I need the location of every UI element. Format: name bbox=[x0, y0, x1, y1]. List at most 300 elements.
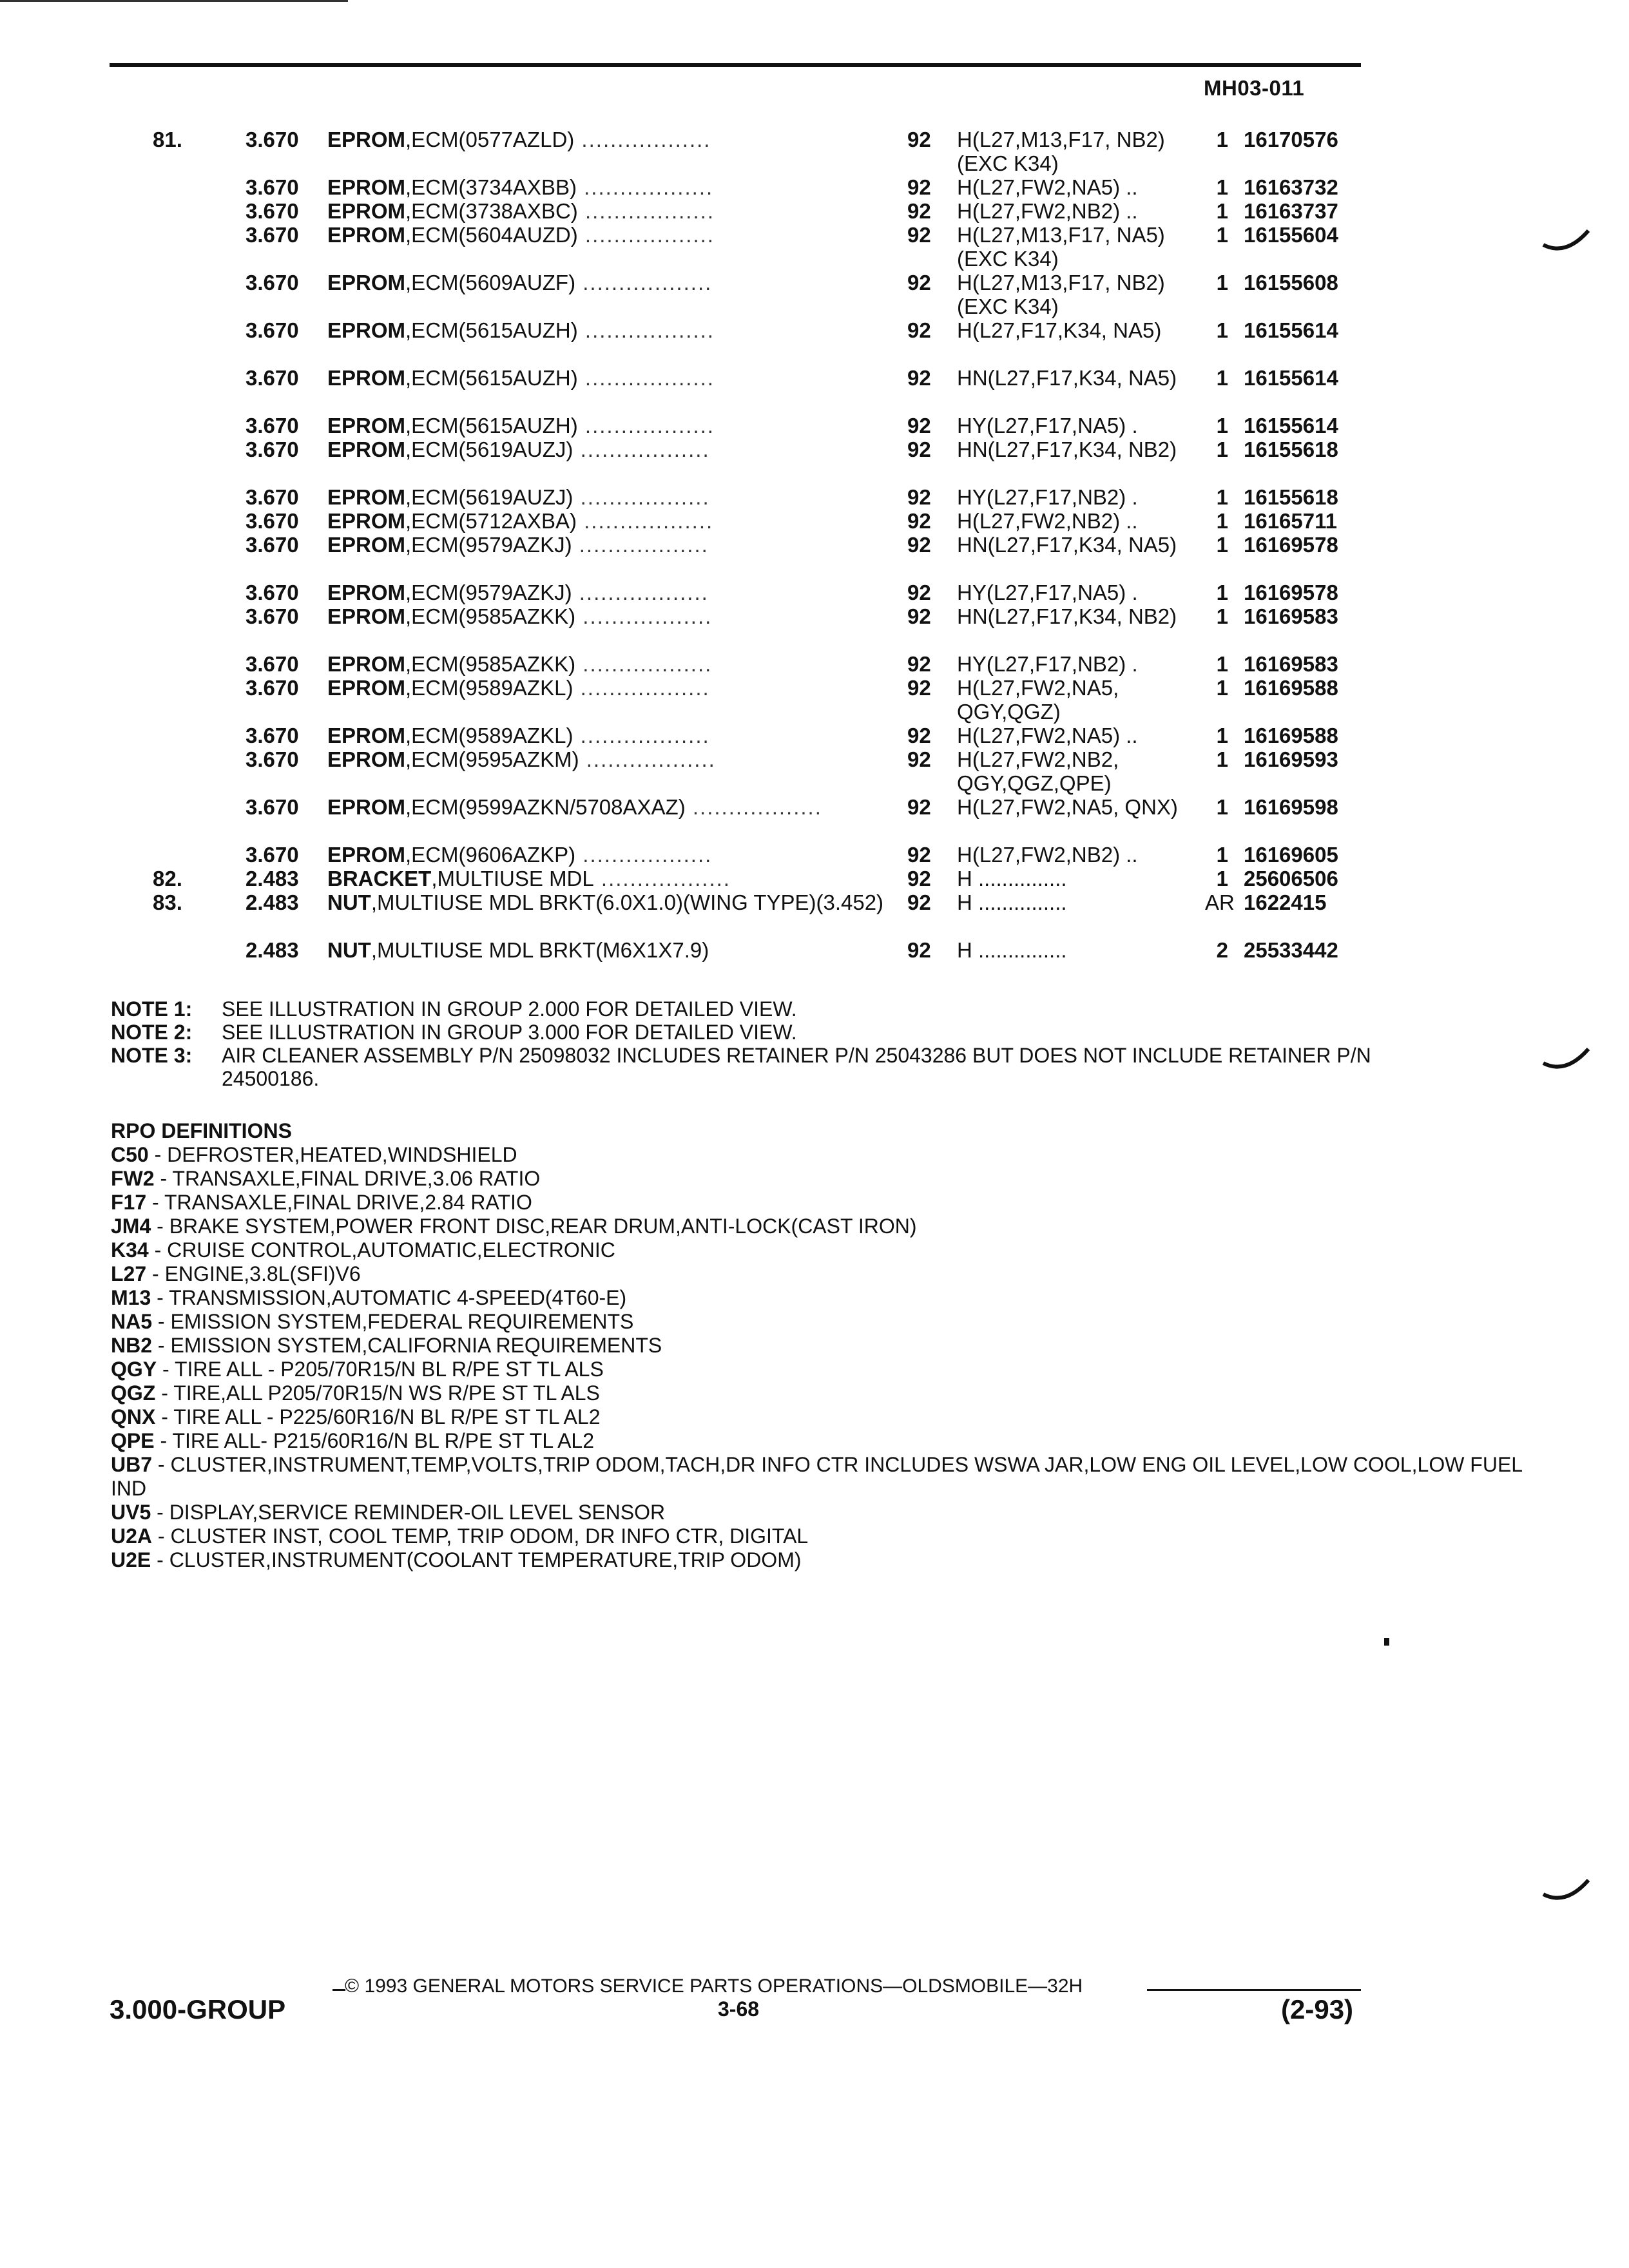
part-number: 16169578 bbox=[1244, 533, 1338, 557]
model-year: 92 bbox=[907, 843, 931, 867]
part-name: EPROM bbox=[327, 485, 406, 509]
part-detail: ,ECM(5712AXBA) bbox=[405, 509, 577, 533]
group-number: 3.670 bbox=[246, 604, 299, 628]
usage-code: HY(L27,F17,NB2) . bbox=[957, 652, 1138, 676]
part-description bbox=[327, 199, 875, 223]
part-number: 16163737 bbox=[1244, 199, 1338, 223]
part-description bbox=[327, 676, 875, 700]
rpo-separator: - bbox=[157, 1358, 175, 1381]
rpo-item bbox=[111, 1262, 1528, 1286]
rpo-text: DEFROSTER,HEATED,WINDSHIELD bbox=[167, 1143, 517, 1166]
rpo-code: U2E bbox=[111, 1548, 151, 1571]
parts-table bbox=[0, 128, 1629, 962]
part-number: 16169583 bbox=[1244, 604, 1338, 628]
table-row bbox=[0, 437, 1629, 485]
quantity: 1 bbox=[1216, 271, 1228, 294]
model-year: 92 bbox=[907, 175, 931, 199]
rpo-code: U2A bbox=[111, 1524, 153, 1548]
usage-code: H(L27,FW2,NA5, QGY,QGZ) bbox=[957, 676, 1119, 724]
punch-mark-2 bbox=[1540, 1044, 1592, 1076]
leader-dots: .................. bbox=[575, 843, 713, 867]
rpo-text: TIRE ALL - P205/70R15/N BL R/PE ST TL ALS bbox=[174, 1358, 604, 1381]
quantity: 1 bbox=[1216, 676, 1228, 700]
usage-code: H ............... bbox=[957, 938, 1067, 962]
rpo-code: QNX bbox=[111, 1405, 156, 1428]
leader-dots: .................. bbox=[572, 533, 709, 557]
part-name: NUT bbox=[327, 890, 371, 914]
note-label: NOTE 3: bbox=[111, 1044, 193, 1067]
table-row bbox=[0, 199, 1629, 223]
part-description bbox=[327, 223, 875, 247]
leader-dots: .................. bbox=[574, 128, 711, 151]
quantity: 1 bbox=[1216, 318, 1228, 342]
quantity: 1 bbox=[1216, 128, 1228, 151]
part-detail: ,ECM(9579AZKJ) bbox=[405, 581, 572, 604]
footer-rule-right bbox=[1147, 1989, 1361, 1991]
table-row bbox=[0, 533, 1629, 581]
group-number: 3.670 bbox=[246, 843, 299, 867]
item-number: 81. bbox=[153, 128, 182, 151]
part-number: 16163732 bbox=[1244, 175, 1338, 199]
rpo-separator: - bbox=[148, 1238, 168, 1262]
rpo-item bbox=[111, 1286, 1528, 1310]
rpo-text: CLUSTER,INSTRUMENT,TEMP,VOLTS,TRIP ODOM,TACH,DR INFO CTR INCLUDES WSWA JAR,LOW ENG OIL LEVEL,LOW COOL,LOW FUEL IND bbox=[111, 1453, 1522, 1500]
rpo-separator: - bbox=[152, 1334, 171, 1357]
quantity: 1 bbox=[1216, 843, 1228, 867]
rpo-code: QGZ bbox=[111, 1381, 156, 1405]
part-name: BRACKET bbox=[327, 867, 432, 890]
model-year: 92 bbox=[907, 795, 931, 819]
part-description bbox=[327, 437, 875, 461]
rpo-item bbox=[111, 1238, 1528, 1262]
part-description bbox=[327, 867, 875, 890]
rpo-code: C50 bbox=[111, 1143, 149, 1166]
rpo-text: DISPLAY,SERVICE REMINDER-OIL LEVEL SENSOR bbox=[169, 1501, 666, 1524]
quantity: 1 bbox=[1216, 509, 1228, 533]
rpo-item bbox=[111, 1548, 1528, 1572]
leader-dots: .................. bbox=[573, 724, 710, 747]
rpo-text: CLUSTER,INSTRUMENT(COOLANT TEMPERATURE,TRIP ODOM) bbox=[169, 1548, 802, 1571]
footer-rule-left bbox=[333, 1989, 345, 1991]
rpo-text: EMISSION SYSTEM,FEDERAL REQUIREMENTS bbox=[170, 1310, 634, 1333]
part-number: 16155608 bbox=[1244, 271, 1338, 294]
note bbox=[111, 997, 1528, 1021]
leader-dots: .................. bbox=[572, 581, 709, 604]
usage-code: H(L27,FW2,NB2) .. bbox=[957, 509, 1138, 533]
quantity: 1 bbox=[1216, 747, 1228, 771]
usage-code: H(L27,FW2,NA5) .. bbox=[957, 724, 1138, 747]
quantity: 1 bbox=[1216, 604, 1228, 628]
group-number: 3.670 bbox=[246, 128, 299, 151]
group-number: 2.483 bbox=[246, 938, 299, 962]
leader-dots: .................. bbox=[576, 509, 714, 533]
usage-code: HN(L27,F17,K34, NA5) bbox=[957, 366, 1177, 390]
part-number: 16169583 bbox=[1244, 652, 1338, 676]
part-name: EPROM bbox=[327, 747, 406, 771]
part-name: EPROM bbox=[327, 795, 406, 819]
rpo-code: QGY bbox=[111, 1358, 157, 1381]
group-number: 3.670 bbox=[246, 271, 299, 294]
usage-code: H(L27,FW2,NB2) .. bbox=[957, 199, 1138, 223]
part-description bbox=[327, 724, 875, 747]
rpo-item bbox=[111, 1310, 1528, 1334]
part-detail: ,ECM(9585AZKK) bbox=[405, 604, 576, 628]
rpo-item bbox=[111, 1143, 1528, 1167]
part-name: EPROM bbox=[327, 271, 406, 294]
part-number: 1622415 bbox=[1244, 890, 1327, 914]
part-detail: ,ECM(5619AUZJ) bbox=[405, 485, 574, 509]
note-text: SEE ILLUSTRATION IN GROUP 3.000 FOR DETAILED VIEW. bbox=[222, 1021, 797, 1044]
part-name: EPROM bbox=[327, 533, 406, 557]
table-row bbox=[0, 485, 1629, 509]
part-name: EPROM bbox=[327, 366, 406, 390]
notes-section bbox=[111, 997, 1528, 1090]
rpo-item bbox=[111, 1358, 1528, 1381]
usage-code: H(L27,FW2,NB2) .. bbox=[957, 843, 1138, 867]
part-number: 16169578 bbox=[1244, 581, 1338, 604]
part-number: 16155618 bbox=[1244, 437, 1338, 461]
usage-code: HY(L27,F17,NA5) . bbox=[957, 414, 1138, 437]
group-number: 3.670 bbox=[246, 652, 299, 676]
group-number: 2.483 bbox=[246, 890, 299, 914]
rpo-item bbox=[111, 1381, 1528, 1405]
rpo-text: BRAKE SYSTEM,POWER FRONT DISC,REAR DRUM,ANTI-LOCK(CAST IRON) bbox=[169, 1215, 917, 1238]
part-detail: ,ECM(9599AZKN/5708AXAZ) bbox=[405, 795, 686, 819]
rpo-item bbox=[111, 1405, 1528, 1429]
part-detail: ,ECM(5604AUZD) bbox=[405, 223, 578, 247]
quantity: 1 bbox=[1216, 581, 1228, 604]
model-year: 92 bbox=[907, 938, 931, 962]
rpo-code: NA5 bbox=[111, 1310, 153, 1333]
quantity: AR bbox=[1205, 890, 1235, 914]
part-number: 16155614 bbox=[1244, 366, 1338, 390]
group-number: 3.670 bbox=[246, 414, 299, 437]
rpo-separator: - bbox=[154, 1429, 173, 1452]
table-row bbox=[0, 867, 1629, 890]
model-year: 92 bbox=[907, 581, 931, 604]
part-description bbox=[327, 652, 875, 676]
rpo-text: CRUISE CONTROL,AUTOMATIC,ELECTRONIC bbox=[167, 1238, 615, 1262]
part-detail: ,ECM(9589AZKL) bbox=[405, 724, 574, 747]
quantity: 1 bbox=[1216, 485, 1228, 509]
usage-code: H(L27,M13,F17, NB2)(EXC K34) bbox=[957, 271, 1165, 318]
rpo-text: TIRE ALL - P225/60R16/N BL R/PE ST TL AL2 bbox=[173, 1405, 601, 1428]
leader-dots: .................. bbox=[593, 867, 731, 890]
leader-dots: .................. bbox=[577, 318, 715, 342]
document-id: MH03-011 bbox=[1204, 76, 1305, 100]
group-number: 3.670 bbox=[246, 509, 299, 533]
usage-code: HN(L27,F17,K34, NB2) bbox=[957, 604, 1177, 628]
group-number: 3.670 bbox=[246, 199, 299, 223]
rpo-code: L27 bbox=[111, 1262, 147, 1285]
model-year: 92 bbox=[907, 676, 931, 700]
rpo-text: CLUSTER INST, COOL TEMP, TRIP ODOM, DR INFO CTR, DIGITAL bbox=[170, 1524, 809, 1548]
group-number: 3.670 bbox=[246, 223, 299, 247]
leader-dots: .................. bbox=[685, 795, 822, 819]
part-description bbox=[327, 533, 875, 557]
part-number: 16155604 bbox=[1244, 223, 1338, 247]
table-row bbox=[0, 175, 1629, 199]
part-description bbox=[327, 509, 875, 533]
rpo-code: F17 bbox=[111, 1191, 147, 1214]
part-detail: ,ECM(9585AZKK) bbox=[405, 652, 576, 676]
part-name: EPROM bbox=[327, 676, 406, 700]
part-number: 16169593 bbox=[1244, 747, 1338, 771]
table-row bbox=[0, 747, 1629, 795]
rpo-separator: - bbox=[151, 1286, 169, 1309]
part-description bbox=[327, 318, 875, 342]
part-description bbox=[327, 128, 875, 151]
rpo-separator: - bbox=[146, 1191, 164, 1214]
rpo-code: FW2 bbox=[111, 1167, 155, 1190]
rpo-separator: - bbox=[151, 1548, 169, 1571]
rpo-text: ENGINE,3.8L(SFI)V6 bbox=[164, 1262, 361, 1285]
table-row bbox=[0, 414, 1629, 437]
rpo-item bbox=[111, 1191, 1528, 1215]
part-description bbox=[327, 795, 875, 819]
leader-dots: .................. bbox=[577, 366, 715, 390]
usage-code: HY(L27,F17,NB2) . bbox=[957, 485, 1138, 509]
part-name: EPROM bbox=[327, 724, 406, 747]
part-description bbox=[327, 843, 875, 867]
scan-edge-line bbox=[0, 0, 348, 2]
part-name: EPROM bbox=[327, 199, 406, 223]
rpo-item bbox=[111, 1215, 1528, 1238]
quantity: 1 bbox=[1216, 414, 1228, 437]
usage-code: H(L27,FW2,NA5) .. bbox=[957, 175, 1138, 199]
part-name: EPROM bbox=[327, 318, 406, 342]
model-year: 92 bbox=[907, 604, 931, 628]
part-detail: ,ECM(9579AZKJ) bbox=[405, 533, 572, 557]
punch-mark-1 bbox=[1540, 226, 1592, 258]
rpo-separator: - bbox=[152, 1310, 171, 1333]
usage-code: H(L27,M13,F17, NA5)(EXC K34) bbox=[957, 223, 1165, 271]
group-number: 3.670 bbox=[246, 175, 299, 199]
group-number: 3.670 bbox=[246, 318, 299, 342]
note-text: AIR CLEANER ASSEMBLY P/N 25098032 INCLUDES RETAINER P/N 25043286 BUT DOES NOT INCLUDE RETAINER P/N 24500186. bbox=[222, 1044, 1371, 1090]
table-row bbox=[0, 652, 1629, 676]
group-number: 3.670 bbox=[246, 795, 299, 819]
model-year: 92 bbox=[907, 271, 931, 294]
part-description bbox=[327, 938, 875, 962]
footer-copyright: © 1993 GENERAL MOTORS SERVICE PARTS OPERATIONS—OLDSMOBILE—32H bbox=[345, 1975, 1083, 1997]
table-row bbox=[0, 795, 1629, 843]
part-detail: ,ECM(5609AUZF) bbox=[405, 271, 576, 294]
model-year: 92 bbox=[907, 414, 931, 437]
part-detail: ,ECM(5615AUZH) bbox=[405, 318, 578, 342]
usage-code: HN(L27,F17,K34, NB2) bbox=[957, 437, 1177, 461]
table-row bbox=[0, 724, 1629, 747]
table-row bbox=[0, 843, 1629, 867]
leader-dots: .................. bbox=[573, 437, 710, 461]
usage-code: H(L27,FW2,NA5, QNX) bbox=[957, 795, 1178, 819]
table-row bbox=[0, 223, 1629, 271]
rpo-code: K34 bbox=[111, 1238, 149, 1262]
model-year: 92 bbox=[907, 318, 931, 342]
part-name: EPROM bbox=[327, 843, 406, 867]
part-description bbox=[327, 747, 875, 771]
part-detail: ,MULTIUSE MDL bbox=[431, 867, 594, 890]
part-description bbox=[327, 890, 884, 914]
part-detail: ,MULTIUSE MDL BRKT(M6X1X7.9) bbox=[371, 938, 709, 962]
table-row bbox=[0, 509, 1629, 533]
usage-code: H(L27,M13,F17, NB2)(EXC K34) bbox=[957, 128, 1165, 175]
part-number: 25606506 bbox=[1244, 867, 1338, 890]
footer-group: 3.000-GROUP bbox=[110, 1994, 286, 2024]
part-detail: ,ECM(5615AUZH) bbox=[405, 414, 578, 437]
rpo-code: UB7 bbox=[111, 1453, 153, 1476]
part-number: 16170576 bbox=[1244, 128, 1338, 151]
part-name: EPROM bbox=[327, 414, 406, 437]
group-number: 3.670 bbox=[246, 676, 299, 700]
usage-code: HN(L27,F17,K34, NA5) bbox=[957, 533, 1177, 557]
quantity: 1 bbox=[1216, 533, 1228, 557]
part-detail: ,ECM(0577AZLD) bbox=[405, 128, 575, 151]
rpo-code: JM4 bbox=[111, 1215, 151, 1238]
table-row bbox=[0, 318, 1629, 366]
rpo-text: TIRE,ALL P205/70R15/N WS R/PE ST TL ALS bbox=[173, 1381, 600, 1405]
rpo-item bbox=[111, 1334, 1528, 1358]
item-number: 83. bbox=[153, 890, 182, 914]
part-name: EPROM bbox=[327, 509, 406, 533]
leader-dots: .................. bbox=[577, 199, 715, 223]
quantity: 1 bbox=[1216, 437, 1228, 461]
part-number: 16169588 bbox=[1244, 724, 1338, 747]
leader-dots: .................. bbox=[575, 271, 713, 294]
group-number: 3.670 bbox=[246, 485, 299, 509]
usage-code: H(L27,F17,K34, NA5) bbox=[957, 318, 1162, 342]
rpo-item bbox=[111, 1453, 1528, 1501]
part-name: EPROM bbox=[327, 128, 406, 151]
group-number: 3.670 bbox=[246, 533, 299, 557]
part-number: 16165711 bbox=[1244, 509, 1338, 533]
rpo-definitions bbox=[111, 1119, 1528, 1572]
note-label: NOTE 1: bbox=[111, 997, 193, 1021]
usage-code: H ............... bbox=[957, 867, 1067, 890]
rpo-item bbox=[111, 1524, 1528, 1548]
speck bbox=[1384, 1638, 1389, 1646]
part-number: 16169588 bbox=[1244, 676, 1338, 700]
rpo-separator: - bbox=[146, 1262, 165, 1285]
part-name: EPROM bbox=[327, 437, 406, 461]
leader-dots: .................. bbox=[577, 223, 715, 247]
rpo-separator: - bbox=[152, 1524, 171, 1548]
part-name: EPROM bbox=[327, 175, 406, 199]
part-name: NUT bbox=[327, 938, 371, 962]
table-row bbox=[0, 890, 1629, 938]
part-detail: ,ECM(9595AZKM) bbox=[405, 747, 579, 771]
model-year: 92 bbox=[907, 652, 931, 676]
part-name: EPROM bbox=[327, 604, 406, 628]
note bbox=[111, 1021, 1528, 1044]
part-number: 25533442 bbox=[1244, 938, 1338, 962]
part-detail: ,ECM(9589AZKL) bbox=[405, 676, 574, 700]
group-number: 3.670 bbox=[246, 366, 299, 390]
model-year: 92 bbox=[907, 366, 931, 390]
rpo-separator: - bbox=[151, 1501, 169, 1524]
leader-dots: .................. bbox=[576, 175, 714, 199]
table-row bbox=[0, 271, 1629, 318]
part-name: EPROM bbox=[327, 652, 406, 676]
rpo-item bbox=[111, 1429, 1528, 1453]
usage-code: H(L27,FW2,NB2, QGY,QGZ,QPE) bbox=[957, 747, 1119, 795]
table-row bbox=[0, 366, 1629, 414]
part-description bbox=[327, 414, 875, 437]
rpo-text: TRANSAXLE,FINAL DRIVE,3.06 RATIO bbox=[172, 1167, 541, 1190]
note-label: NOTE 2: bbox=[111, 1021, 193, 1044]
quantity: 1 bbox=[1216, 867, 1228, 890]
model-year: 92 bbox=[907, 437, 931, 461]
rpo-item bbox=[111, 1167, 1528, 1191]
rpo-code: QPE bbox=[111, 1429, 155, 1452]
punch-mark-3 bbox=[1540, 1875, 1592, 1907]
part-description bbox=[327, 604, 875, 628]
rpo-item bbox=[111, 1501, 1528, 1524]
usage-code: H ............... bbox=[957, 890, 1067, 914]
part-detail: ,ECM(3738AXBC) bbox=[405, 199, 578, 223]
group-number: 3.670 bbox=[246, 747, 299, 771]
group-number: 3.670 bbox=[246, 581, 299, 604]
part-description bbox=[327, 485, 875, 509]
model-year: 92 bbox=[907, 199, 931, 223]
model-year: 92 bbox=[907, 533, 931, 557]
part-detail: ,ECM(5615AUZH) bbox=[405, 366, 578, 390]
quantity: 1 bbox=[1216, 199, 1228, 223]
group-number: 3.670 bbox=[246, 724, 299, 747]
page-number: 3-68 bbox=[718, 1997, 760, 2021]
model-year: 92 bbox=[907, 485, 931, 509]
model-year: 92 bbox=[907, 509, 931, 533]
usage-code: HY(L27,F17,NA5) . bbox=[957, 581, 1138, 604]
model-year: 92 bbox=[907, 724, 931, 747]
part-number: 16155614 bbox=[1244, 414, 1338, 437]
rpo-separator: - bbox=[155, 1405, 174, 1428]
rpo-heading: RPO DEFINITIONS bbox=[111, 1119, 292, 1142]
rpo-code: UV5 bbox=[111, 1501, 151, 1524]
leader-dots: .................. bbox=[575, 604, 713, 628]
leader-dots: .................. bbox=[573, 676, 710, 700]
part-number: 16155618 bbox=[1244, 485, 1338, 509]
quantity: 1 bbox=[1216, 366, 1228, 390]
model-year: 92 bbox=[907, 747, 931, 771]
quantity: 1 bbox=[1216, 724, 1228, 747]
model-year: 92 bbox=[907, 867, 931, 890]
leader-dots: .................. bbox=[575, 652, 713, 676]
rpo-code: M13 bbox=[111, 1286, 151, 1309]
rpo-separator: - bbox=[148, 1143, 168, 1166]
quantity: 1 bbox=[1216, 223, 1228, 247]
part-description bbox=[327, 175, 875, 199]
group-number: 2.483 bbox=[246, 867, 299, 890]
quantity: 1 bbox=[1216, 175, 1228, 199]
table-row bbox=[0, 938, 1629, 962]
footer-date: (2-93) bbox=[1281, 1994, 1354, 2024]
table-row bbox=[0, 676, 1629, 724]
rpo-separator: - bbox=[151, 1215, 169, 1238]
quantity: 1 bbox=[1216, 795, 1228, 819]
quantity: 2 bbox=[1216, 938, 1228, 962]
group-number: 3.670 bbox=[246, 437, 299, 461]
leader-dots: .................. bbox=[577, 414, 715, 437]
rpo-text: TRANSMISSION,AUTOMATIC 4-SPEED(4T60-E) bbox=[169, 1286, 627, 1309]
part-detail: ,ECM(3734AXBB) bbox=[405, 175, 577, 199]
note-text: SEE ILLUSTRATION IN GROUP 2.000 FOR DETAILED VIEW. bbox=[222, 997, 797, 1021]
part-name: EPROM bbox=[327, 223, 406, 247]
model-year: 92 bbox=[907, 223, 931, 247]
rpo-text: EMISSION SYSTEM,CALIFORNIA REQUIREMENTS bbox=[170, 1334, 662, 1357]
part-number: 16169598 bbox=[1244, 795, 1338, 819]
part-detail: ,ECM(5619AUZJ) bbox=[405, 437, 574, 461]
